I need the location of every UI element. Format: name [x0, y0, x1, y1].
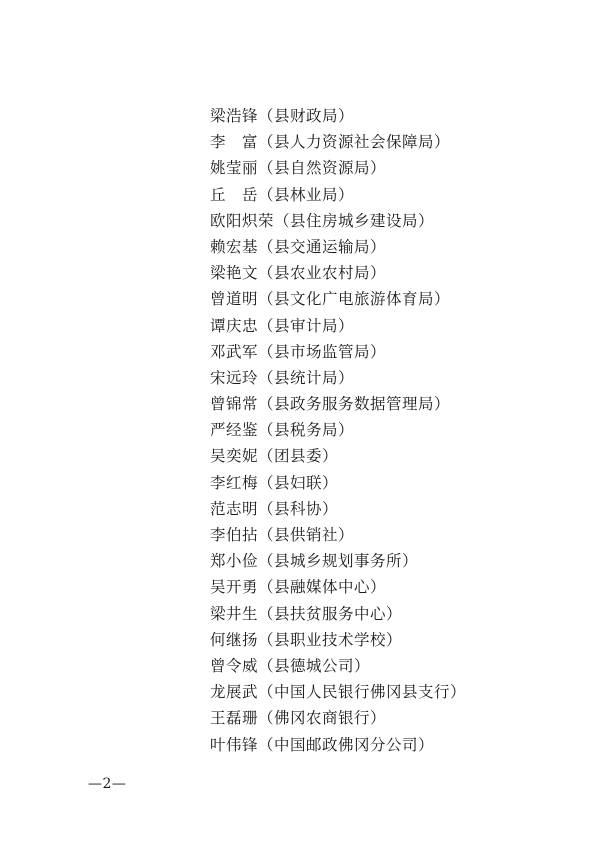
member-name: 梁井生 [210, 604, 259, 623]
member-name: 严经鉴 [210, 421, 259, 440]
list-item [210, 391, 466, 417]
list-item [210, 286, 466, 312]
member-name: 李伯拈 [210, 526, 259, 544]
list-item [210, 155, 466, 181]
member-organization: （县政务服务数据管理局） [258, 395, 451, 414]
list-item [210, 313, 466, 339]
member-organization: （县财政局） [258, 107, 355, 125]
list-item [210, 627, 466, 653]
list-item [210, 522, 466, 548]
list-item [210, 470, 466, 496]
member-name: 吴开勇 [210, 578, 259, 597]
member-name: 范志明 [210, 499, 259, 518]
list-item [210, 496, 466, 522]
member-organization: （县税务局） [258, 421, 355, 440]
member-name: 郑小俭 [210, 552, 259, 571]
member-name: 谭庆忠 [210, 316, 259, 335]
member-list [210, 103, 466, 758]
member-organization: （县林业局） [258, 185, 355, 204]
list-item [210, 601, 466, 627]
member-name: 梁艳文 [210, 264, 259, 283]
list-item [210, 679, 466, 705]
list-item [210, 208, 466, 234]
member-name: 李 富 [210, 133, 259, 152]
member-organization: （县住房城乡建设局） [274, 211, 435, 230]
list-item [210, 339, 466, 365]
list-item [210, 234, 466, 260]
member-organization: （县交通运输局） [258, 237, 387, 256]
member-name: 赖宏基 [210, 237, 259, 256]
member-organization: （县扶贫服务中心） [258, 604, 403, 623]
member-organization: （县人力资源社会保障局） [258, 133, 451, 152]
list-item [210, 653, 466, 679]
member-organization: （中国邮政佛冈分公司） [258, 735, 435, 754]
member-organization: （中国人民银行佛冈县支行） [258, 683, 467, 702]
member-organization: （县城乡规划事务所） [258, 552, 419, 571]
member-organization: （县农业农村局） [258, 264, 387, 283]
member-name: 何继扬 [210, 630, 259, 649]
list-item [210, 417, 466, 443]
member-organization: （团县委） [258, 447, 339, 466]
member-organization: （县职业技术学校） [258, 630, 403, 649]
member-organization: （县统计局） [258, 368, 355, 387]
member-name: 龙展武 [210, 683, 259, 702]
member-organization: （县审计局） [258, 316, 355, 335]
member-name: 王磊珊 [210, 709, 259, 728]
list-item [210, 103, 466, 129]
list-item [210, 574, 466, 600]
member-organization: （县德城公司） [258, 656, 371, 675]
member-name: 曾令威 [210, 656, 259, 675]
member-name: 姚莹丽 [210, 159, 259, 178]
page-number: —2— [88, 776, 127, 792]
member-name: 宋远玲 [210, 368, 259, 387]
list-item [210, 129, 466, 155]
member-name: 李红梅 [210, 473, 259, 492]
member-organization: （县自然资源局） [258, 159, 387, 178]
member-organization: （县文化广电旅游体育局） [258, 290, 451, 309]
member-organization: （县供销社） [258, 526, 355, 544]
member-name: 欧阳炽荣 [210, 211, 275, 230]
list-item [210, 365, 466, 391]
member-name: 邓武军 [210, 342, 259, 361]
member-name: 曾锦常 [210, 395, 259, 414]
member-name: 曾道明 [210, 290, 259, 309]
member-organization: （县科协） [258, 499, 339, 518]
member-organization: （县市场监管局） [258, 342, 387, 361]
list-item [210, 443, 466, 469]
member-name: 梁浩锋 [210, 107, 259, 125]
member-organization: （县融媒体中心） [258, 578, 387, 597]
member-organization: （县妇联） [258, 473, 339, 492]
member-name: 吴奕妮 [210, 447, 259, 466]
list-item [210, 548, 466, 574]
member-name: 丘 岳 [210, 185, 259, 204]
member-organization: （佛冈农商银行） [258, 709, 387, 728]
list-item [210, 182, 466, 208]
list-item [210, 705, 466, 731]
list-item [210, 260, 466, 286]
member-name: 叶伟锋 [210, 735, 259, 754]
list-item [210, 732, 466, 758]
